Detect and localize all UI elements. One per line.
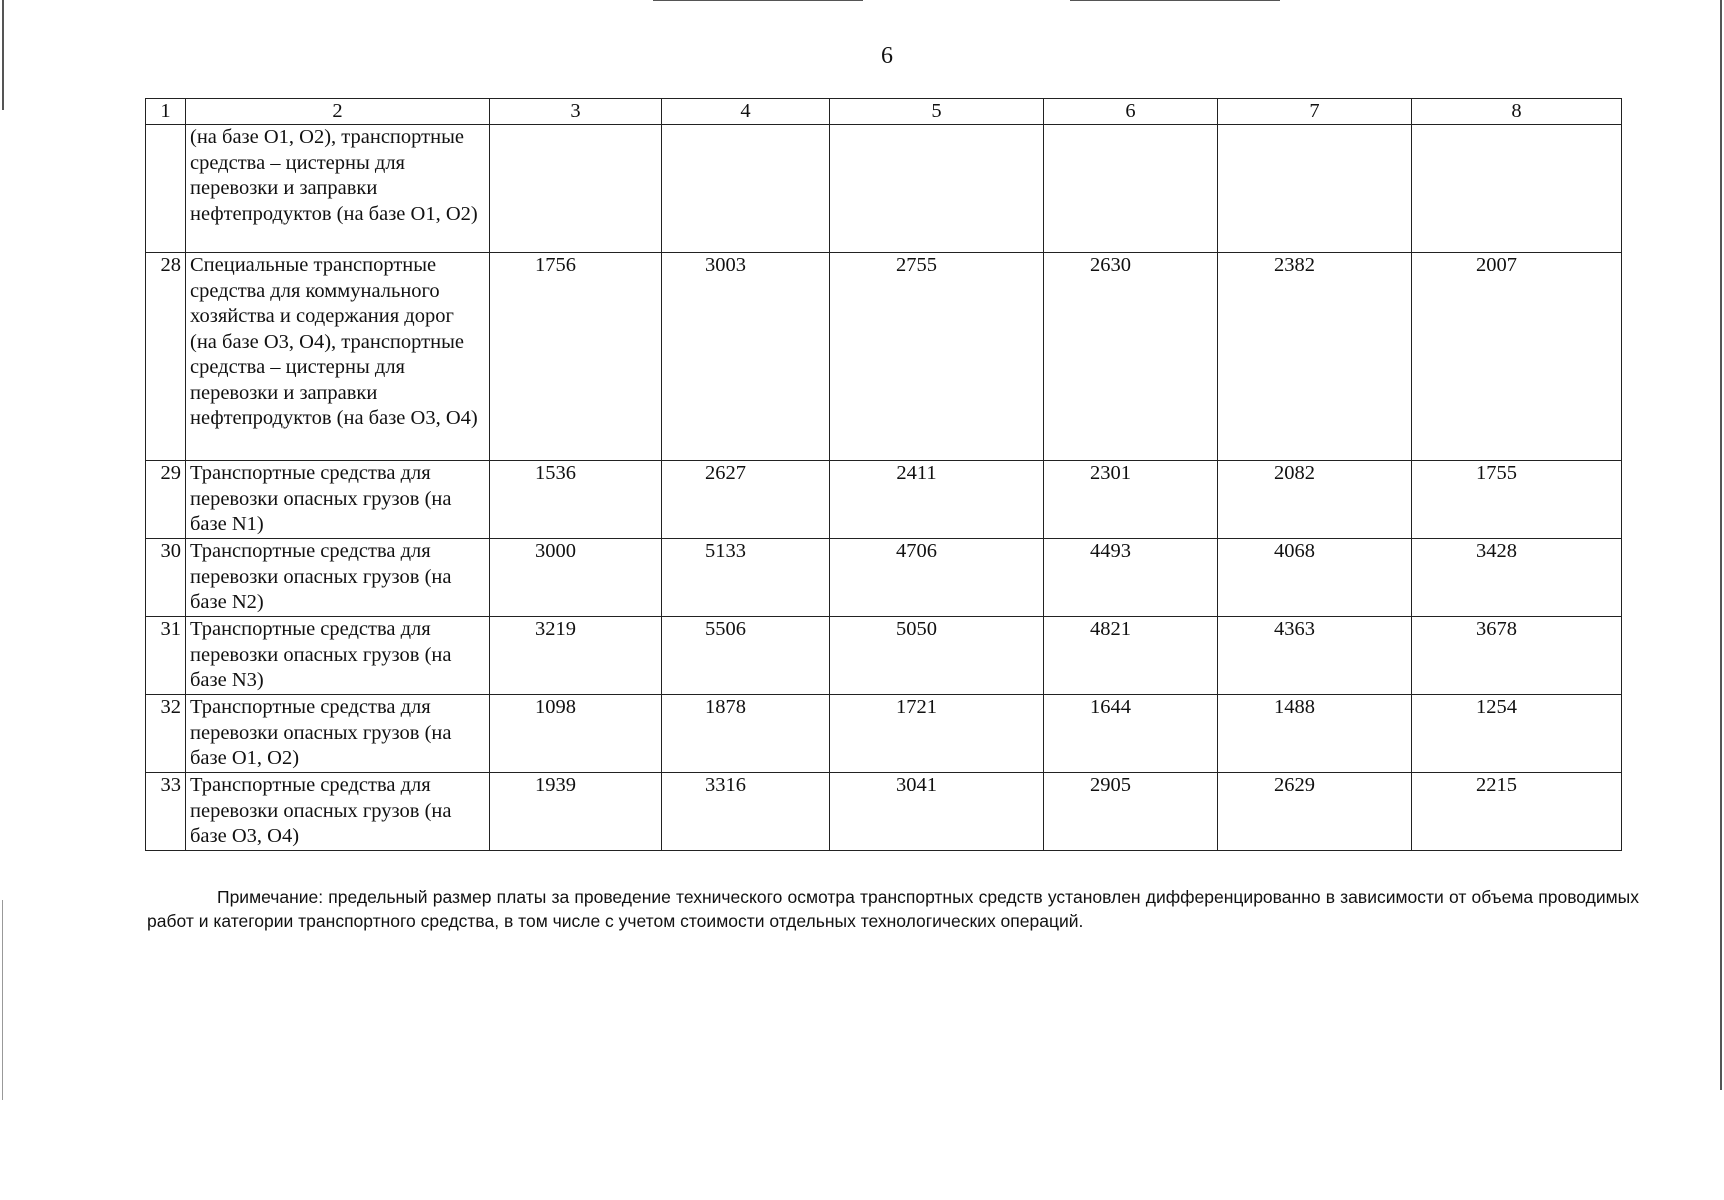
- value-cell: 1536: [490, 461, 662, 539]
- value-cell: 5506: [662, 617, 830, 695]
- table-header: [146, 99, 1622, 125]
- value-cell: 2382: [1218, 253, 1412, 461]
- value-cell: 1721: [830, 695, 1044, 773]
- value-cell: [830, 125, 1044, 253]
- value-cell: 1644: [1044, 695, 1218, 773]
- scan-left-edge-lower: [2, 900, 3, 1100]
- row-description: Специальные транспортные средства для коммунального хозяйства и содержания дорог (на базе О3, О4), транспортные средства – цистерны для перевозки и заправки нефтепродуктов (на базе О3, О4): [186, 253, 490, 461]
- value-cell: [662, 125, 830, 253]
- value-cell: 2630: [1044, 253, 1218, 461]
- header-cell-5: 5: [830, 99, 1044, 125]
- value-cell: 3219: [490, 617, 662, 695]
- value-cell: 1488: [1218, 695, 1412, 773]
- value-cell: 2082: [1218, 461, 1412, 539]
- value-cell: 3003: [662, 253, 830, 461]
- tariff-table: [145, 98, 1622, 851]
- header-cell-3: 3: [490, 99, 662, 125]
- value-cell: 2007: [1412, 253, 1622, 461]
- value-cell: [1044, 125, 1218, 253]
- row-number: 32: [146, 695, 186, 773]
- value-cell: 1098: [490, 695, 662, 773]
- row-description: Транспортные средства для перевозки опасных грузов (на базе N2): [186, 539, 490, 617]
- value-cell: 5133: [662, 539, 830, 617]
- value-cell: 1878: [662, 695, 830, 773]
- table-row: [146, 253, 1622, 461]
- value-cell: 2755: [830, 253, 1044, 461]
- table-row: [146, 539, 1622, 617]
- row-number: 29: [146, 461, 186, 539]
- value-cell: 2905: [1044, 773, 1218, 851]
- value-cell: 4821: [1044, 617, 1218, 695]
- row-number: 31: [146, 617, 186, 695]
- value-cell: 4068: [1218, 539, 1412, 617]
- value-cell: 4363: [1218, 617, 1412, 695]
- row-number: 28: [146, 253, 186, 461]
- value-cell: [1412, 125, 1622, 253]
- value-cell: 3041: [830, 773, 1044, 851]
- value-cell: 3428: [1412, 539, 1622, 617]
- table-body: [146, 125, 1622, 851]
- row-number: 30: [146, 539, 186, 617]
- header-cell-8: 8: [1412, 99, 1622, 125]
- value-cell: 3316: [662, 773, 830, 851]
- row-number: 33: [146, 773, 186, 851]
- value-cell: 1755: [1412, 461, 1622, 539]
- value-cell: 3000: [490, 539, 662, 617]
- footnote-note: Примечание: предельный размер платы за проведение технического осмотра транспортных средств установлен дифференцированно в зависимости от объема проводимых работ и категории транспортного средства, в том числе с учетом стоимости отдельных технологических операций.: [147, 887, 1639, 931]
- scan-top-line-left: [653, 0, 863, 1]
- header-cell-4: 4: [662, 99, 830, 125]
- value-cell: 1756: [490, 253, 662, 461]
- row-description: Транспортные средства для перевозки опасных грузов (на базе N3): [186, 617, 490, 695]
- row-description: Транспортные средства для перевозки опасных грузов (на базе О3, О4): [186, 773, 490, 851]
- row-description: Транспортные средства для перевозки опасных грузов (на базе N1): [186, 461, 490, 539]
- value-cell: 2411: [830, 461, 1044, 539]
- table-row: [146, 773, 1622, 851]
- value-cell: 2627: [662, 461, 830, 539]
- table-row: [146, 461, 1622, 539]
- row-description: (на базе О1, О2), транспортные средства – цистерны для перевозки и заправки нефтепродуктов (на базе О1, О2): [186, 125, 490, 253]
- scan-right-edge: [1720, 0, 1722, 1090]
- value-cell: [1218, 125, 1412, 253]
- value-cell: 4706: [830, 539, 1044, 617]
- value-cell: 5050: [830, 617, 1044, 695]
- table-row: [146, 617, 1622, 695]
- header-row: [146, 99, 1622, 125]
- value-cell: 2215: [1412, 773, 1622, 851]
- row-number: [146, 125, 186, 253]
- table-row: [146, 695, 1622, 773]
- header-cell-6: 6: [1044, 99, 1218, 125]
- value-cell: 4493: [1044, 539, 1218, 617]
- header-cell-2: 2: [186, 99, 490, 125]
- row-description: Транспортные средства для перевозки опасных грузов (на базе О1, О2): [186, 695, 490, 773]
- value-cell: 1939: [490, 773, 662, 851]
- value-cell: 2629: [1218, 773, 1412, 851]
- value-cell: [490, 125, 662, 253]
- value-cell: 1254: [1412, 695, 1622, 773]
- page-number: 6: [881, 43, 893, 69]
- value-cell: 3678: [1412, 617, 1622, 695]
- scan-left-edge: [2, 0, 4, 110]
- scan-top-line-right: [1070, 0, 1280, 1]
- value-cell: 2301: [1044, 461, 1218, 539]
- header-cell-1: 1: [146, 99, 186, 125]
- table-row: [146, 125, 1622, 253]
- header-cell-7: 7: [1218, 99, 1412, 125]
